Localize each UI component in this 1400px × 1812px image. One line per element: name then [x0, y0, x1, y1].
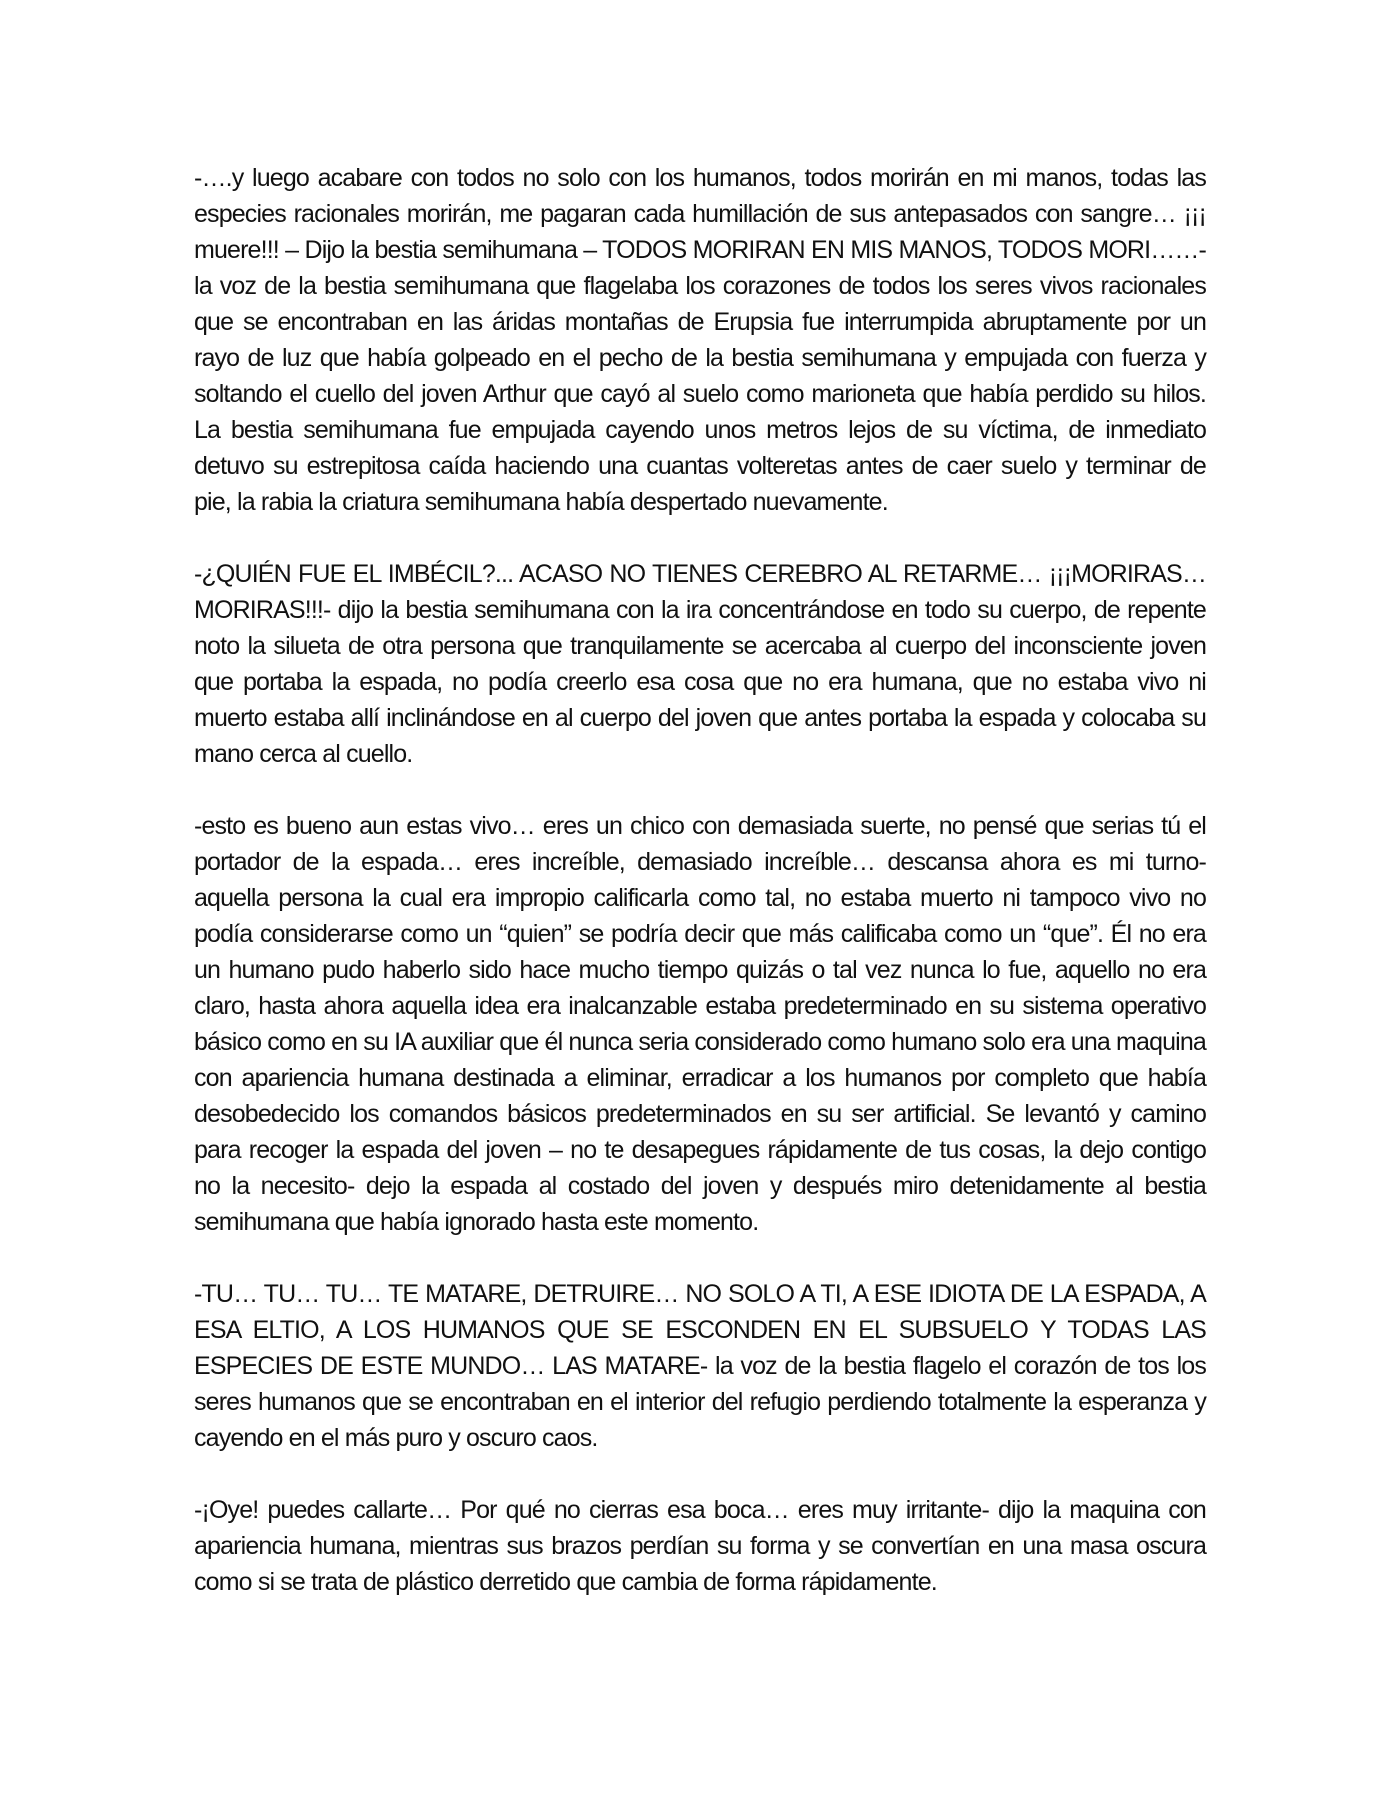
paragraph-5: -¡Oye! puedes callarte… Por qué no cierras esa boca… eres muy irritante- dijo la maquina con apariencia humana, mientras sus brazos perdían su forma y se convertían en una masa oscura como si se trata de plástico derretido que cambia de forma rápidamente.: [194, 1496, 1206, 1596]
paragraph-4: -TU… TU… TU… TE MATARE, DETRUIRE… NO SOLO A TI, A ESE IDIOTA DE LA ESPADA, A ESA ELTIO, A LOS HUMANOS QUE SE ESCONDEN EN EL SUBSUELO Y TODAS LAS ESPECIES DE ESTE MUNDO… LAS MATARE- la voz de la bestia flagelo el corazón de tos los seres humanos que se encontraban en el interior del refugio perdiendo totalmente la esperanza y cayendo en el más puro y oscuro caos.: [194, 1280, 1206, 1452]
paragraph-2: -¿QUIÉN FUE EL IMBÉCIL?... ACASO NO TIENES CEREBRO AL RETARME… ¡¡¡MORIRAS… MORIRAS!!!- dijo la bestia semihumana con la ira concentrándose en todo su cuerpo, de repente noto la silueta de otra persona que tranquilamente se acercaba al cuerpo del inconsciente joven que portaba la espada, no podía creerlo esa cosa que no era humana, que no estaba vivo ni muerto estaba allí inclinándose en al cuerpo del joven que antes portaba la espada y colocaba su mano cerca al cuello.: [194, 560, 1206, 768]
paragraph-3: -esto es bueno aun estas vivo… eres un chico con demasiada suerte, no pensé que serias tú el portador de la espada… eres increíble, demasiado increíble… descansa ahora es mi turno- aquella persona la cual era impropio calificarla como tal, no estaba muerto ni tampoco vivo no podía considerarse como un “quien” se podría decir que más calificaba como un “que”. Él no era un humano pudo haberlo sido hace mucho tiempo quizás o tal vez nunca lo fue, aquello no era claro, hasta ahora aquella idea era inalcanzable estaba predeterminado en su sistema operativo básico como en su IA auxiliar que él nunca seria considerado como humano solo era una maquina con apariencia humana destinada a eliminar, erradicar a los humanos por completo que había desobedecido los comandos básicos predeterminados en su ser artificial. Se levantó y camino para recoger la espada del joven – no te desapegues rápidamente de tus cosas, la dejo contigo no la necesito- dejo la espada al costado del joven y después miro detenidamente al bestia semihumana que había ignorado hasta este momento.: [194, 812, 1206, 1236]
document-body: [194, 160, 1206, 1636]
paragraph-1: -….y luego acabare con todos no solo con los humanos, todos morirán en mi manos, todas las especies racionales morirán, me pagaran cada humillación de sus antepasados con sangre… ¡¡¡ muere!!! – Dijo la bestia semihumana – TODOS MORIRAN EN MIS MANOS, TODOS MORI……- la voz de la bestia semihumana que flagelaba los corazones de todos los seres vivos racionales que se encontraban en las áridas montañas de Erupsia fue interrumpida abruptamente por un rayo de luz que había golpeado en el pecho de la bestia semihumana y empujada con fuerza y soltando el cuello del joven Arthur que cayó al suelo como marioneta que había perdido su hilos. La bestia semihumana fue empujada cayendo unos metros lejos de su víctima, de inmediato detuvo su estrepitosa caída haciendo una cuantas volteretas antes de caer suelo y terminar de pie, la rabia la criatura semihumana había despertado nuevamente.: [194, 164, 1206, 516]
